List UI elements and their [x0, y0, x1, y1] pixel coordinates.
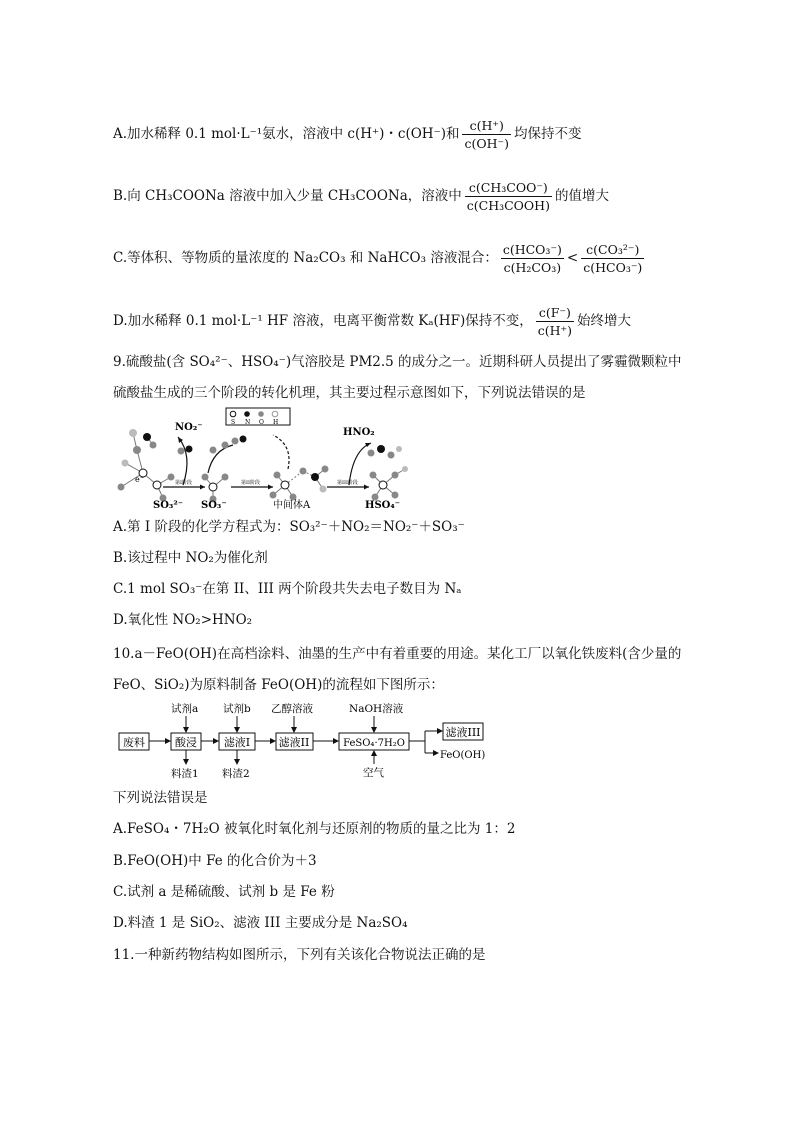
q10-stem-line1: 10.a－FeO(OH)在高档涂料、油墨的生产中有着重要的用途。某化工厂以氧化铁废料(含少量的	[113, 646, 682, 662]
so3-2minus-label: SO₃²⁻	[153, 500, 183, 511]
so3-minus-label: SO₃⁻	[201, 500, 227, 511]
hno2-label: HNO₂	[343, 427, 375, 438]
atom	[150, 442, 157, 449]
q8-option-c: C.等体积、等物质的量浓度的 Na₂CO₃ 和 NaHCO₃ 溶液混合： $\frac{\text{c(HCO₃⁻)}}{\text{c(H₂CO₃)}}$ < $\frac{\text{c(CO₃²⁻)}}{\text{c(HCO₃⁻)}}$	[113, 242, 643, 275]
acid-leach-label: 酸浸	[175, 736, 197, 749]
legend-s: S	[231, 419, 236, 426]
stage-3-label: 第III阶段	[337, 480, 358, 486]
legend-n: N	[245, 419, 251, 426]
fraction: $\frac{\text{c(CO₃²⁻)}}{\text{c(HCO₃⁻)}}$	[583, 242, 643, 275]
residue-2-label: 料渣2	[222, 768, 250, 780]
atom	[133, 446, 141, 454]
q8-option-b: B.向 CH₃COONa 溶液中加入少量 CH₃COONa，溶液中 $\frac{\text{c(CH₃COO⁻)}}{\text{c(CH₃COOH)}}$ 的值增大	[113, 180, 609, 213]
fraction: $\frac{\text{c(CH₃COO⁻)}}{\text{c(CH₃COOH)}}$	[466, 180, 550, 213]
q9-stem-line1: 9.硫酸盐(含 SO₄²⁻、HSO₄⁻)气溶胶是 PM2.5 的成分之一。近期科研人员提出了雾霾微颗粒中	[113, 354, 682, 370]
q10-option-a: A.FeSO₄・7H₂O 被氧化时氧化剂与还原剂的物质的量之比为 1：2	[113, 821, 516, 837]
fraction: $\frac{c(F^-)}{c(H^+)}$	[537, 305, 572, 338]
oxygen-atom-icon	[258, 411, 264, 417]
legend-h: H	[273, 419, 279, 426]
hso4-minus-label: HSO₄⁻	[365, 500, 401, 511]
molecule-cluster-4	[373, 469, 405, 497]
q10-stem-line2: FeO、SiO₂)为原料制备 FeO(OH)的流程如下图所示：	[113, 677, 444, 693]
q9-option-d: D.氧化性 NO₂>HNO₂	[113, 612, 253, 628]
legend-box	[226, 408, 290, 425]
hydrogen-atom-icon	[272, 411, 278, 417]
intermediate-cluster	[285, 471, 315, 485]
q10-option-d: D.料渣 1 是 SiO₂、滤液 III 主要成分是 Na₂SO₄	[113, 915, 408, 931]
atom	[129, 429, 137, 437]
ferrous-sulfate-label: FeSO₄·7H₂O	[343, 738, 405, 749]
q8-option-d: D.加水稀释 0.1 mol·L⁻¹ HF 溶液，电离平衡常数 Kₐ(HF)保持不变， $\frac{c(F^-)}{c(H^+)}$ 始终增大	[113, 305, 631, 338]
atom	[143, 433, 151, 441]
atom	[118, 484, 125, 491]
electron-label: e⁻	[135, 475, 144, 484]
atom	[168, 474, 175, 481]
filtrate-3-label: 滤液III	[445, 726, 481, 739]
q10-lead: 下列说法错误是	[113, 790, 208, 806]
residue-1-label: 料渣1	[171, 768, 199, 780]
ethanol-label: 乙醇溶液	[271, 703, 313, 715]
sulfur-atom-icon	[230, 411, 236, 417]
q10-option-b: B.FeO(OH)中 Fe 的化合价为＋3	[113, 853, 317, 869]
molecule-cluster-1	[121, 433, 171, 498]
legend-o: O	[259, 419, 264, 426]
filtrate-1-label: 滤液I	[223, 736, 251, 749]
air-label: 空气	[363, 767, 384, 779]
reagent-a-label: 试剂a	[171, 703, 199, 715]
nitrogen-atom-icon	[244, 411, 250, 417]
fraction: $\frac{\text{c(HCO₃⁻)}}{\text{c(H₂CO₃)}}$	[502, 242, 562, 275]
fraction: $\frac{c(H^+)}{c(OH^-)}$	[464, 118, 509, 151]
feooh-label: FeO(OH)	[440, 750, 486, 761]
q9-stem-line2: 硫酸盐生成的三个阶段的转化机理，其主要过程示意图如下，下列说法错误的是	[113, 385, 586, 401]
q9-mechanism-figure	[113, 405, 513, 513]
q9-option-a: A.第 I 阶段的化学方程式为：SO₃²⁻＋NO₂＝NO₂⁻＋SO₃⁻	[113, 519, 465, 535]
waste-label: 废料	[123, 736, 145, 749]
q8-option-a: A.加水稀释 0.1 mol·L⁻¹氨水，溶液中 c(H⁺)・c(OH⁻)和 $\frac{c(H^+)}{c(OH^-)}$ 均保持不变	[113, 118, 582, 151]
atom	[122, 460, 129, 467]
q9-option-c: C.1 mol SO₃⁻在第 II、III 两个阶段共失去电子数目为 Nₐ	[113, 581, 462, 597]
stage-1-label: 第I阶段	[175, 480, 192, 486]
q10-process-flowchart	[113, 700, 503, 782]
reagent-b-label: 试剂b	[223, 703, 251, 715]
q11-stem: 11.一种新药物结构如图所示，下列有关该化合物说法正确的是	[113, 947, 486, 963]
no2-minus-label: NO₂⁻	[175, 422, 203, 433]
stage-2-label: 第II阶段	[241, 480, 260, 486]
naoh-label: NaOH溶液	[349, 703, 404, 715]
q10-option-c: C.试剂 a 是稀硫酸、试剂 b 是 Fe 粉	[113, 884, 335, 900]
atom	[153, 481, 161, 489]
filtrate-2-label: 滤液II	[278, 736, 310, 749]
q9-option-b: B.该过程中 NO₂为催化剂	[113, 550, 268, 566]
intermediate-a-label: 中间体A	[273, 500, 311, 511]
